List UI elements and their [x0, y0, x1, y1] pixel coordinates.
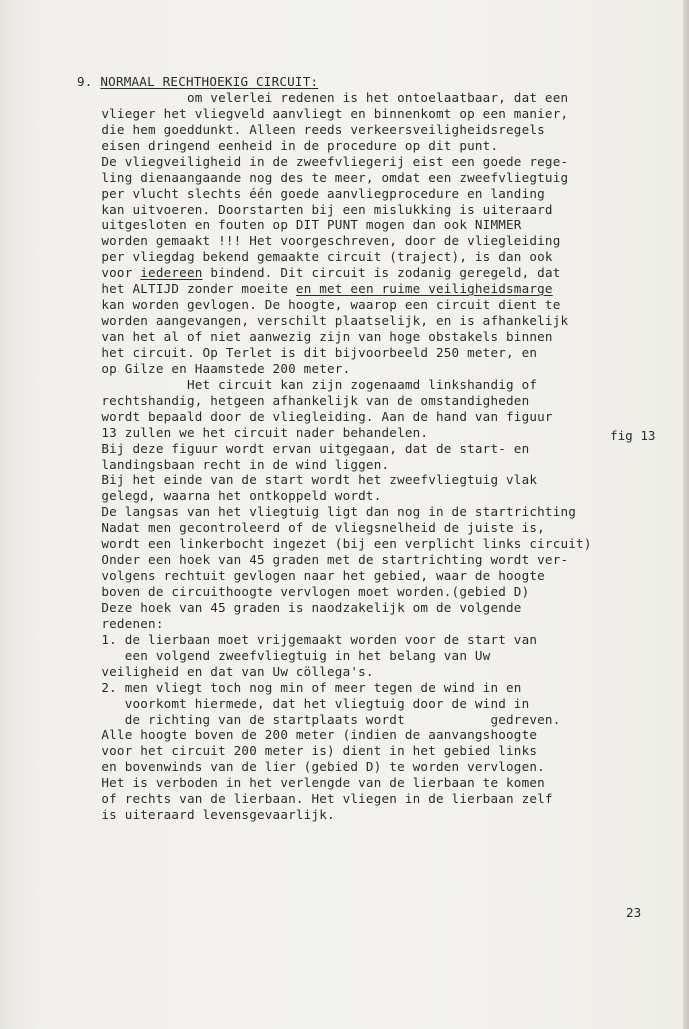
text-line: Het is verboden in het verlengde van de lierbaan te komen: [78, 775, 545, 791]
text-line: De vliegveiligheid in de zweefvliegerij eist een goede rege-: [78, 153, 569, 169]
text-line: Nadat men gecontroleerd of de vliegsnelheid de juiste is,: [78, 520, 545, 536]
text-line: die hem goeddunkt. Alleen reeds verkeersveiligheidsregels: [78, 121, 545, 137]
text-line: of rechts van de lierbaan. Het vliegen in de lierbaan zelf: [78, 791, 553, 807]
text-line: De langsas van het vliegtuig ligt dan nog in de startrichting: [78, 504, 577, 520]
text-line: Deze hoek van 45 graden is naodzakelijk om de volgende: [78, 599, 522, 615]
text-line: volgens rechtuit gevlogen naar het gebied, waar de hoogte: [78, 568, 545, 584]
text-line: Bij het einde van de start wordt het zweefvliegtuig vlak: [78, 472, 538, 488]
section-heading: [77, 74, 678, 90]
text-line: op Gilze en Haamstede 200 meter.: [78, 360, 351, 376]
figure-reference: fig 13: [610, 428, 656, 443]
heading-title: NORMAAL RECHTHOEKIG CIRCUIT:: [100, 74, 319, 89]
text-line: vlieger het vliegveld aanvliegt en binnenkomt op een manier,: [78, 105, 569, 121]
text-line: eisen dringend eenheid in de procedure op dit punt.: [78, 137, 499, 153]
text-line: uitgesloten en fouten op DIT PUNT mogen dan ook NIMMER: [78, 217, 522, 233]
text-line: kan worden gevlogen. De hoogte, waarop een circuit dient te: [78, 297, 561, 313]
text-line: gelegd, waarna het ontkoppeld wordt.: [78, 488, 382, 504]
text-line: Onder een hoek van 45 graden met de startrichting wordt ver-: [78, 552, 569, 568]
text-line: boven de circuithoogte vervlogen moet worden.(gebied D): [78, 584, 530, 599]
text-line: per vliegdag bekend gemaakte circuit (traject), is dan ook: [78, 249, 553, 265]
text-lines: [78, 90, 678, 823]
text-line: kan uitvoeren. Doorstarten bij een mislukking is uiteraard: [78, 201, 553, 217]
text-line: ling dienaangaande nog des te meer, omdat een zweefvliegtuig: [78, 169, 569, 185]
body-text: [78, 74, 678, 823]
text-line: voor iedereen bindend. Dit circuit is zodanig geregeld, dat: [78, 265, 561, 281]
text-line: voor het circuit 200 meter is) dient in het gebied links: [78, 743, 538, 759]
text-line: Alle hoogte boven de 200 meter (indien de aanvangshoogte: [78, 727, 538, 743]
text-line: Het circuit kan zijn zogenaamd linkshandig of: [78, 376, 538, 392]
text-line: veiligheid en dat van Uw cöllega's.: [78, 663, 374, 679]
text-line: een volgend zweefvliegtuig in het belang van Uw: [78, 647, 491, 663]
heading-number: 9.: [77, 74, 93, 89]
page-number: 23: [626, 905, 642, 920]
text-line: worden aangevangen, verschilt plaatselijk, en is afhankelijk: [78, 313, 569, 329]
text-line: wordt bepaald door de vliegleiding. Aan de hand van figuur: [78, 408, 553, 424]
text-line: de richting van de startplaats wordt gedreven.: [78, 711, 561, 727]
text-line: van het al of niet aanwezig zijn van hoge obstakels binnen: [78, 329, 553, 344]
text-line: 1. de lierbaan moet vrijgemaakt worden voor de start van: [78, 631, 538, 647]
text-line: per vlucht slechts één goede aanvliegprocedure en landing: [78, 185, 545, 201]
text-line: 2. men vliegt toch nog min of meer tegen de wind in en: [78, 679, 522, 695]
page-edge: [683, 0, 689, 1029]
text-line: redenen:: [78, 615, 164, 631]
text-line: wordt een linkerbocht ingezet (bij een verplicht links circuit): [78, 536, 592, 552]
text-line: en bovenwinds van de lier (gebied D) te worden vervlogen.: [78, 759, 545, 775]
text-line: om velerlei redenen is het ontoelaatbaar, dat een: [78, 89, 569, 105]
text-line: voorkomt hiermede, dat het vliegtuig door de wind in: [78, 695, 530, 711]
text-line: het ALTIJD zonder moeite en met een ruime veiligheidsmarge: [78, 281, 553, 297]
text-line: Bij deze figuur wordt ervan uitgegaan, dat de start- en: [78, 440, 530, 456]
text-line: rechtshandig, hetgeen afhankelijk van de omstandigheden: [78, 392, 530, 408]
text-line: het circuit. Op Terlet is dit bijvoorbeeld 250 meter, en: [78, 344, 538, 360]
text-line: 13 zullen we het circuit nader behandelen.: [78, 424, 429, 440]
text-line: landingsbaan recht in de wind liggen.: [78, 456, 390, 472]
text-line: is uiteraard levensgevaarlijk.: [78, 807, 335, 823]
text-line: worden gemaakt !!! Het voorgeschreven, door de vliegleiding: [78, 233, 561, 249]
